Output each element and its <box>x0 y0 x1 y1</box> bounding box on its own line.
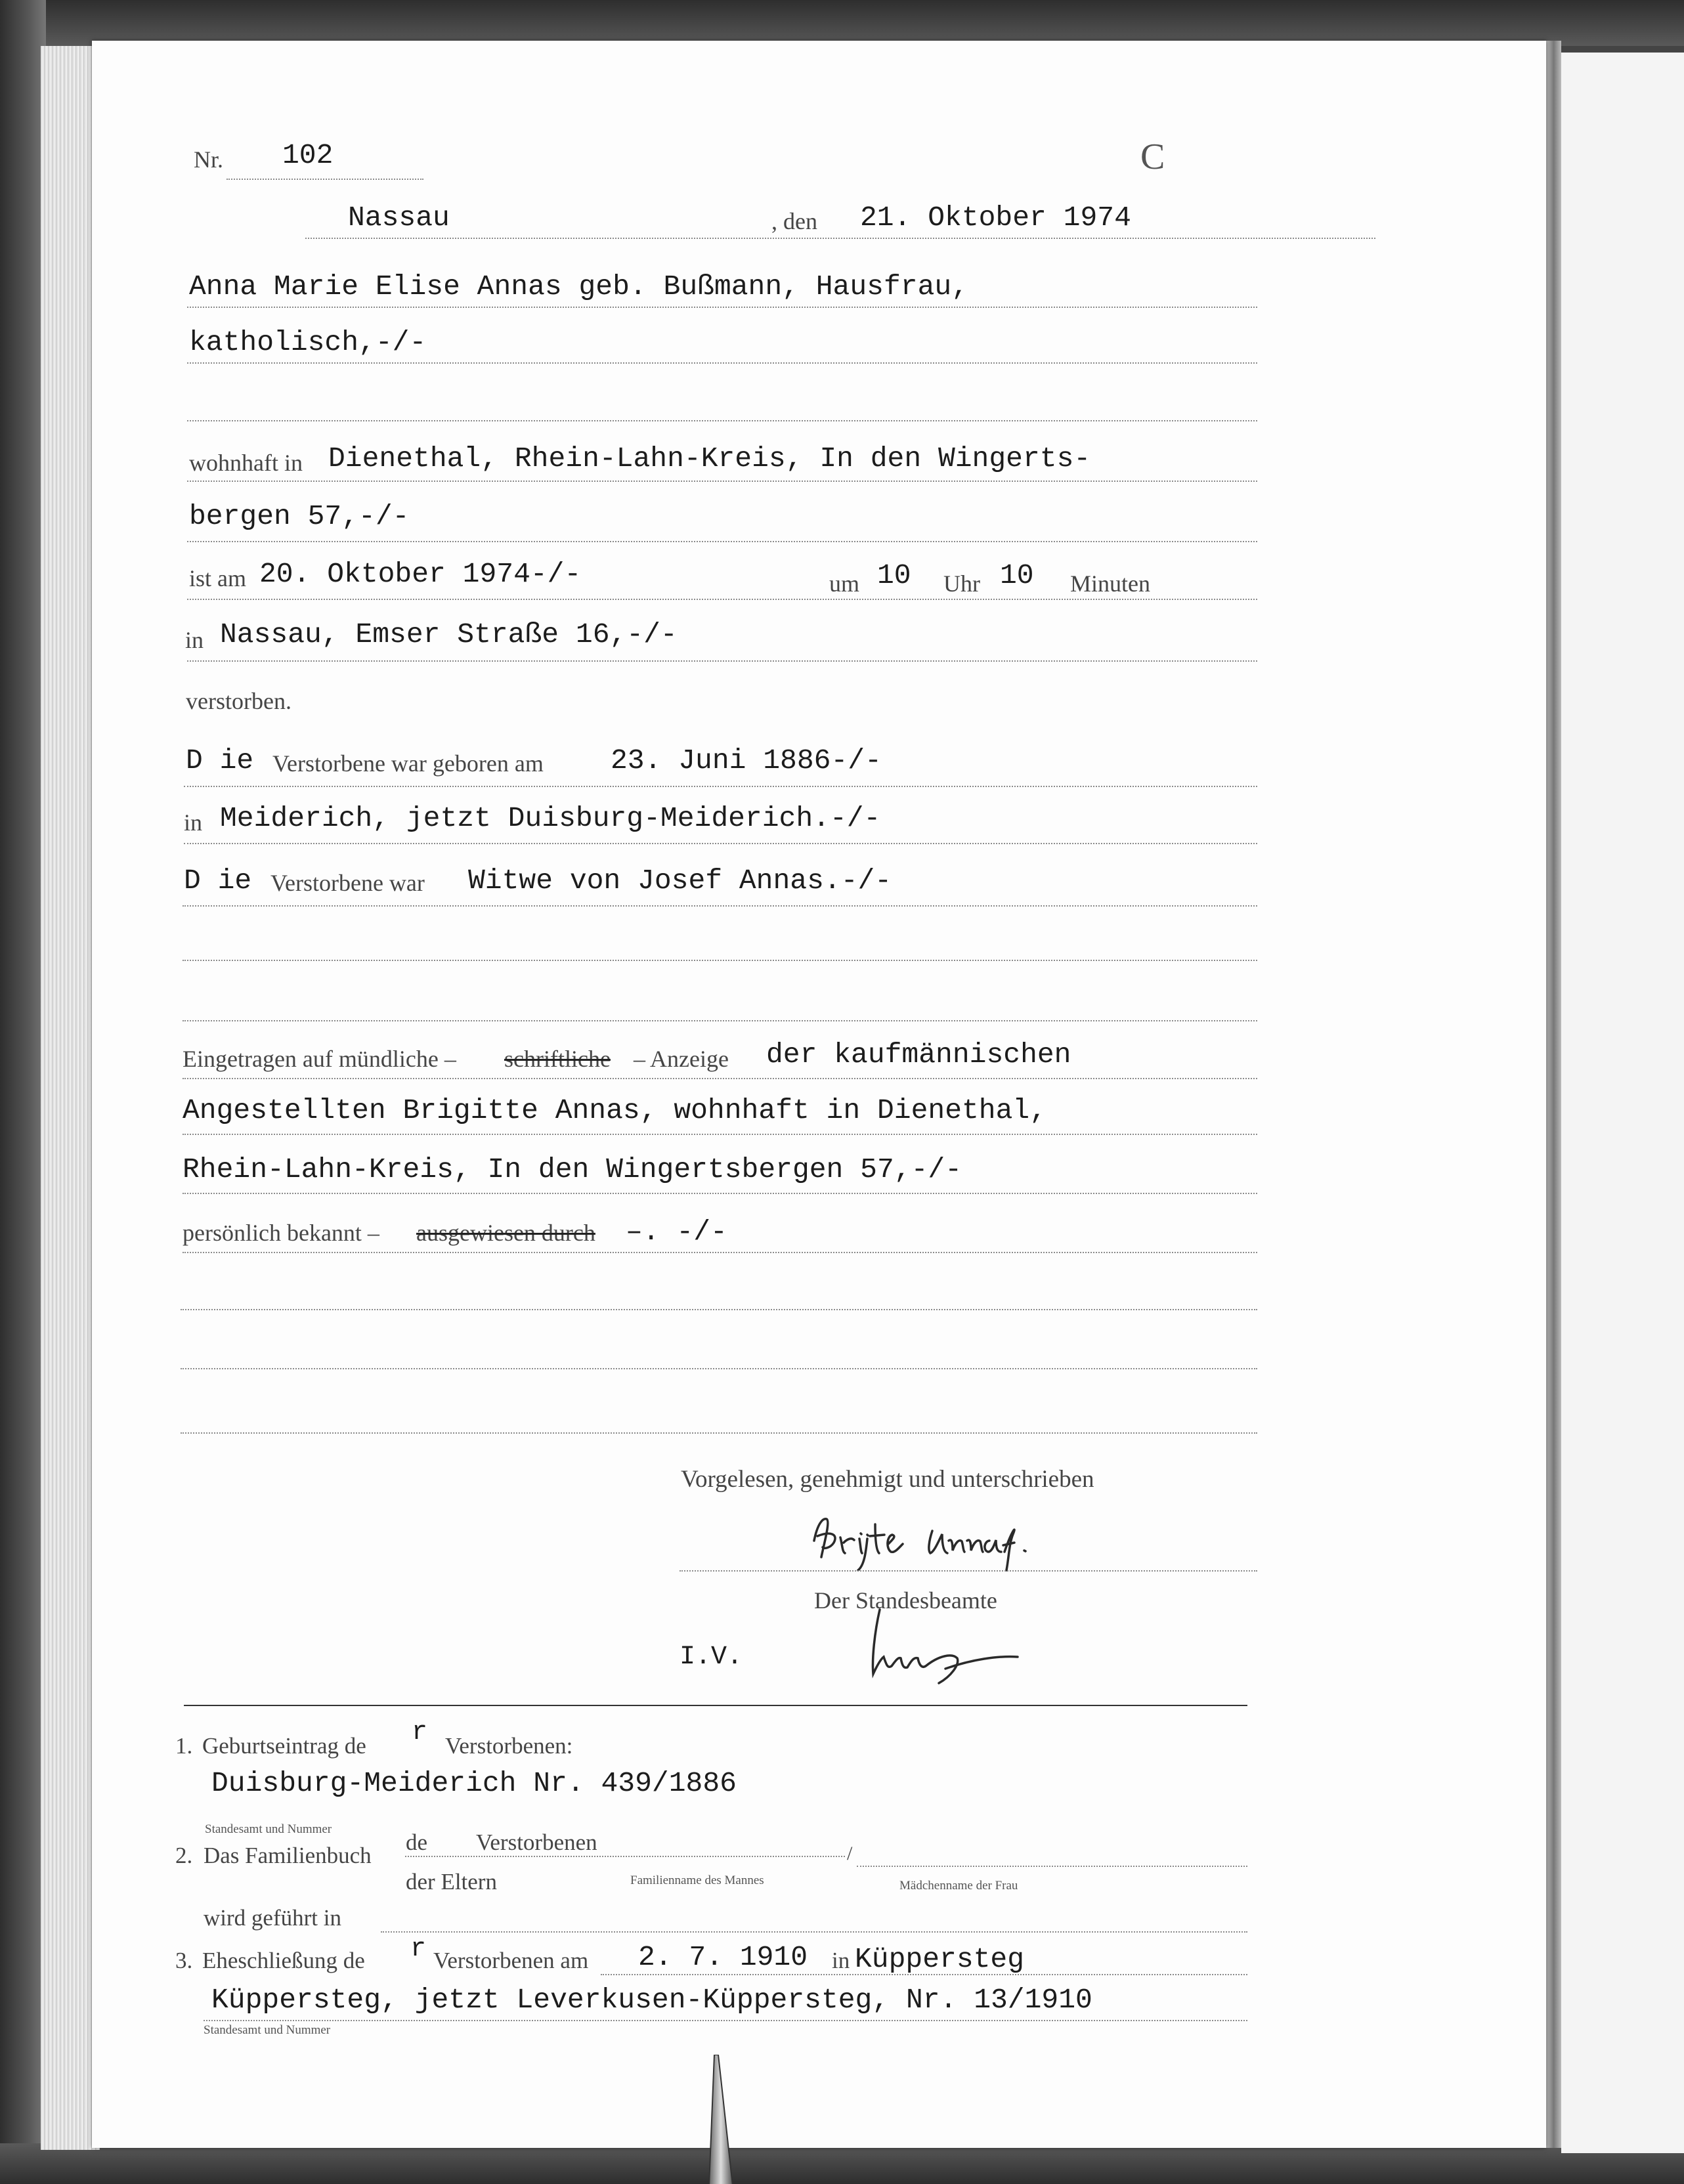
note2-eltern: der Eltern <box>406 1869 497 1895</box>
bekannt-label: persönlich bekannt – <box>183 1220 379 1246</box>
registrar-signature <box>840 1596 1057 1688</box>
birth-entry-reference: Duisburg-Meiderich Nr. 439/1886 <box>211 1767 737 1799</box>
marriage-entry-line <box>204 2020 1247 2021</box>
informant-signature <box>804 1505 1067 1577</box>
note3-label: Eheschließung de <box>202 1948 365 1973</box>
birth-place-rule <box>184 843 1257 844</box>
familienname-line <box>405 1856 845 1857</box>
page-stack-edge <box>41 46 100 2150</box>
status-rule-3 <box>183 1020 1257 1021</box>
note2-number: 2. <box>175 1843 193 1868</box>
note2-gefuehrt: wird geführt in <box>204 1905 341 1931</box>
den-label: , den <box>771 208 817 234</box>
standesamt-label: Standesamt und Nummer <box>205 1822 332 1836</box>
note2-de: de <box>406 1830 428 1855</box>
marriage-place: Küppersteg <box>855 1943 1025 1975</box>
informant-line2: Angestellten Brigitte Annas, wohnhaft in Dienethal, <box>183 1094 1047 1126</box>
status-rule <box>183 905 1257 907</box>
ausgewiesen-struck: ausgewiesen durch <box>416 1220 595 1246</box>
death-place-rule <box>187 660 1257 662</box>
marriage-entry-reference: Küppersteg, jetzt Leverkusen-Küppersteg, Nr. 13/1910 <box>211 1984 1092 2016</box>
death-place-in-label: in <box>185 627 204 653</box>
note2-verstorbenen: Verstorbenen <box>476 1830 597 1855</box>
name-line3-rule <box>187 420 1257 421</box>
um-label: um <box>829 570 860 597</box>
maedchenname-label: Mädchenname der Frau <box>899 1879 1018 1893</box>
report-rule-3 <box>183 1193 1257 1194</box>
note3-suffix: r <box>410 1935 427 1964</box>
status-rule-2 <box>183 960 1257 961</box>
standesbeamte-label: Der Standesbeamte <box>814 1587 997 1614</box>
death-date-rule <box>187 599 1257 600</box>
minuten-label: Minuten <box>1070 570 1150 597</box>
name-line1-rule <box>187 307 1257 308</box>
death-minutes: 10 <box>1000 559 1034 591</box>
note1-number: 1. <box>175 1733 193 1759</box>
note1-suffix: r <box>412 1718 428 1747</box>
residence-line2: bergen 57,-/- <box>189 500 410 532</box>
note3-label2: Verstorbenen am <box>433 1948 589 1973</box>
residence-line1: Dienethal, Rhein-Lahn-Kreis, In den Wingerts- <box>328 442 1091 475</box>
bekannt-tail: –. -/- <box>626 1216 727 1248</box>
report-rule-5 <box>181 1309 1257 1310</box>
anzeige-label: – Anzeige <box>634 1046 729 1072</box>
place-date-line <box>305 238 1375 239</box>
note1-label2: Verstorbenen: <box>445 1733 573 1759</box>
entry-number-line <box>227 179 423 180</box>
death-hour: 10 <box>877 559 911 591</box>
deceased-name-line1: Anna Marie Elise Annas geb. Bußmann, Hausfrau, <box>189 270 968 303</box>
birth-place: Meiderich, jetzt Duisburg-Meiderich.-/- <box>220 802 881 834</box>
note2-slash: / <box>847 1843 853 1864</box>
gefuehrt-line <box>381 1931 1247 1933</box>
birth-date: 23. Juni 1886-/- <box>611 744 882 777</box>
birth-date-rule <box>184 786 1257 787</box>
pen-pointer <box>689 2055 748 2184</box>
name-line2-rule <box>187 362 1257 364</box>
standesamt-label-2: Standesamt und Nummer <box>204 2023 331 2037</box>
schriftliche-struck: schriftliche <box>504 1046 611 1072</box>
familienname-label: Familienname des Mannes <box>630 1874 764 1887</box>
note3-number: 3. <box>175 1948 193 1973</box>
wohnhaft-label: wohnhaft in <box>189 450 303 476</box>
marital-status: Witwe von Josef Annas.-/- <box>468 865 892 897</box>
status-label: Verstorbene war <box>270 870 425 896</box>
registry-place: Nassau <box>348 202 450 234</box>
note1-label: Geburtseintrag de <box>202 1733 366 1759</box>
maedchenname-line <box>857 1866 1247 1867</box>
death-register-form <box>92 41 1546 2148</box>
residence-line1-rule <box>187 481 1257 482</box>
report-rule-1 <box>183 1078 1257 1079</box>
informant-signature-line <box>680 1570 1257 1572</box>
opposite-page <box>1561 53 1684 2153</box>
deceased-name-line2: katholisch,-/- <box>189 326 427 358</box>
vorgelesen-label: Vorgelesen, genehmigt und unterschrieben <box>681 1466 1094 1493</box>
note2-label: Das Familienbuch <box>204 1843 372 1868</box>
verstorben-label: verstorben. <box>186 688 291 714</box>
book-binding-top <box>0 0 1684 46</box>
born-label: Verstorbene war geboren am <box>272 750 544 777</box>
nr-label: Nr. <box>194 146 223 173</box>
iv-label: I.V. <box>680 1642 743 1672</box>
death-place: Nassau, Emser Straße 16,-/- <box>220 618 678 651</box>
residence-line2-rule <box>187 541 1257 542</box>
note3-in: in <box>832 1948 850 1973</box>
register-letter: C <box>1140 137 1165 177</box>
marriage-date-line <box>601 1974 1247 1975</box>
report-rule-2 <box>183 1134 1257 1135</box>
eingetragen-label: Eingetragen auf mündliche – <box>183 1046 456 1072</box>
book-binding-left <box>0 0 46 2184</box>
book-gutter <box>1546 41 1561 2148</box>
born-prefix: D ie <box>186 744 254 777</box>
signature-divider <box>184 1705 1247 1706</box>
died-label: ist am <box>189 565 246 591</box>
report-rule-4 <box>183 1252 1257 1253</box>
report-rule-6 <box>181 1368 1257 1369</box>
uhr-label: Uhr <box>943 570 980 597</box>
book-binding-bottom <box>0 2143 1684 2184</box>
death-date: 20. Oktober 1974-/- <box>259 558 582 590</box>
registry-date: 21. Oktober 1974 <box>860 202 1131 234</box>
report-rule-7 <box>181 1432 1257 1434</box>
marriage-date: 2. 7. 1910 <box>638 1941 808 1973</box>
entry-number: 102 <box>282 139 334 171</box>
informant-line1: der kaufmännischen <box>766 1038 1071 1071</box>
informant-line3: Rhein-Lahn-Kreis, In den Wingertsbergen 57,-/- <box>183 1153 962 1186</box>
status-prefix: D ie <box>184 865 252 897</box>
birth-place-in-label: in <box>184 809 203 836</box>
